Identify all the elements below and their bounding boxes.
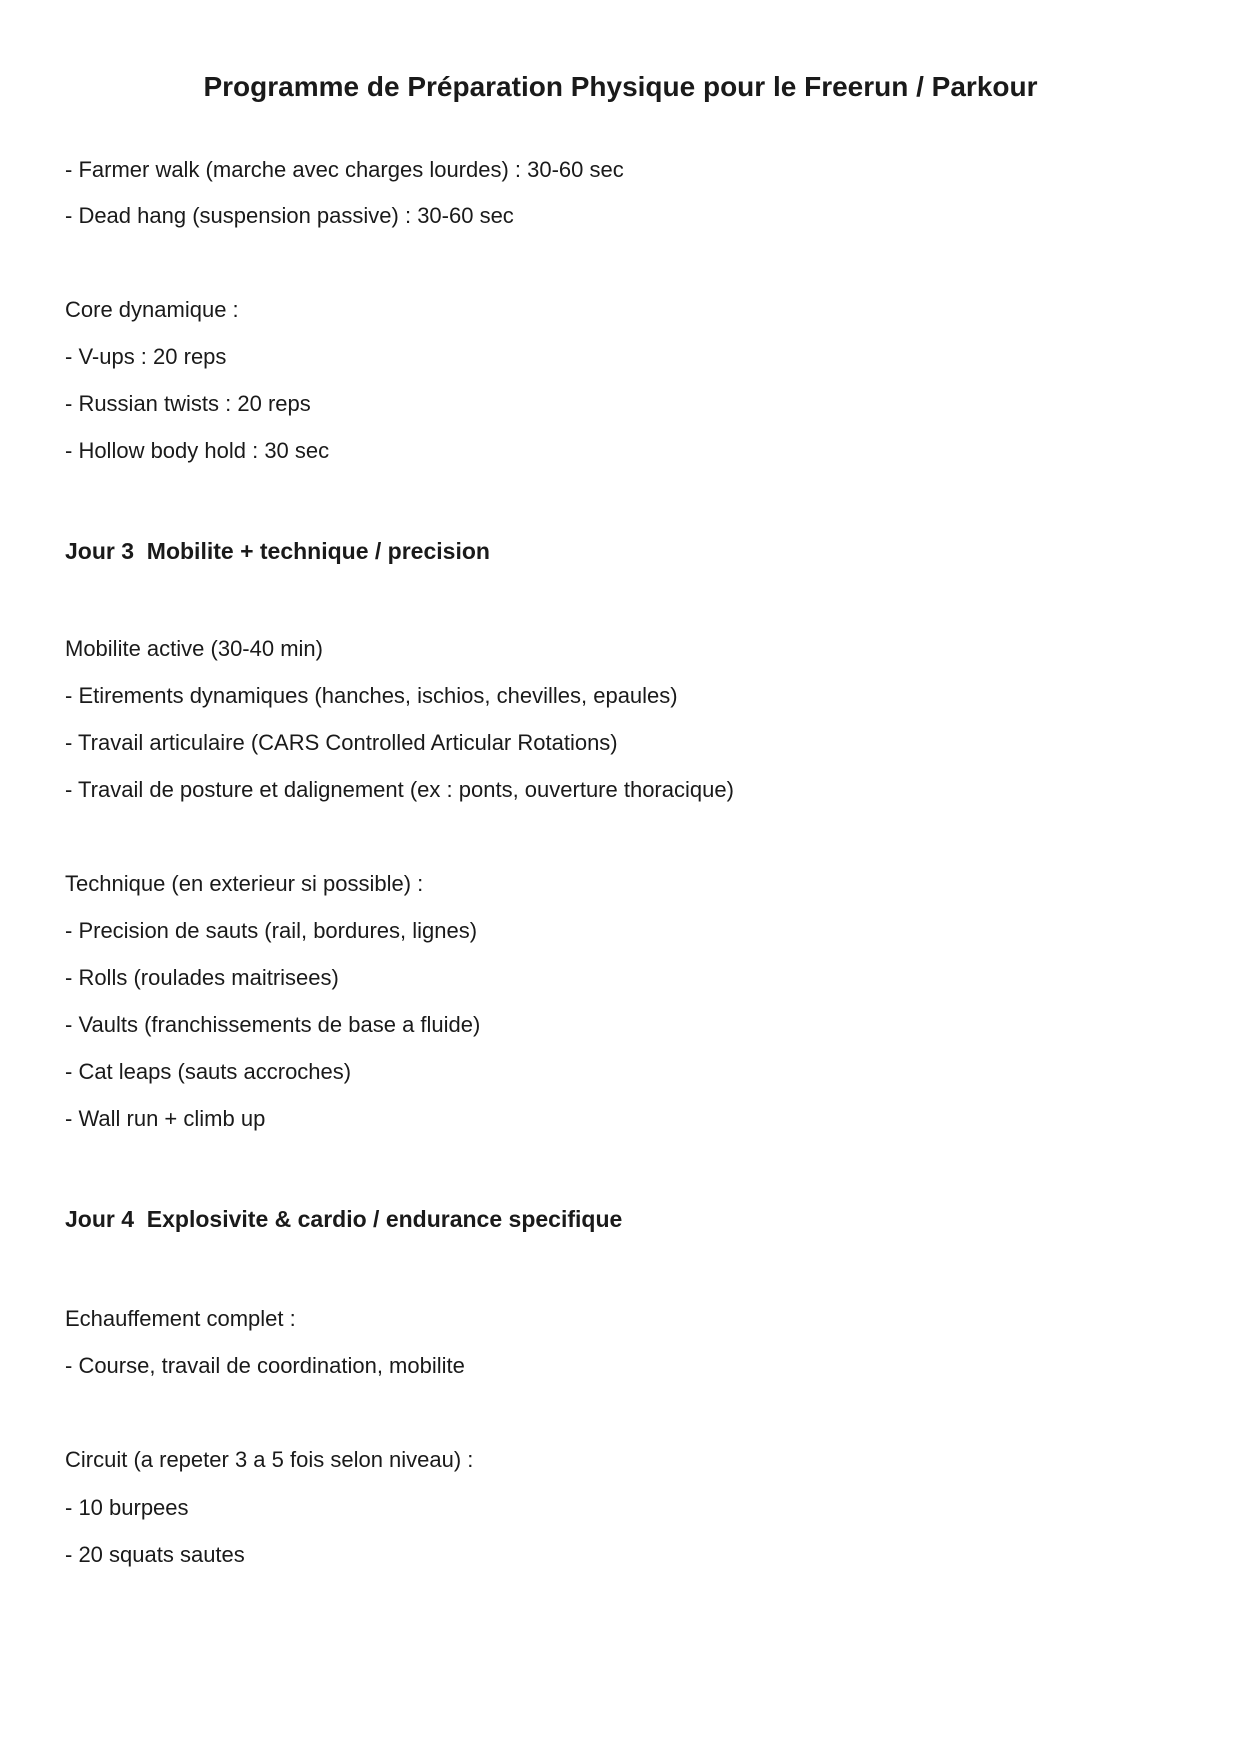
section-label-mobilite: Mobilite active (30-40 min) xyxy=(65,636,323,661)
list-item-rolls: - Rolls (roulades maitrisees) xyxy=(65,965,339,990)
section-heading-jour4: Jour 4 Explosivite & cardio / endurance specifique xyxy=(65,1206,623,1232)
list-item-squats: - 20 squats sautes xyxy=(65,1542,245,1567)
list-item-hollow-body: - Hollow body hold : 30 sec xyxy=(65,438,330,463)
section-heading-jour3: Jour 3 Mobilite + technique / precision xyxy=(65,538,490,564)
list-item-burpees: - 10 burpees xyxy=(65,1495,189,1520)
list-item-dead-hang: - Dead hang (suspension passive) : 30-60 sec xyxy=(65,203,514,228)
list-item-cat-leaps: - Cat leaps (sauts accroches) xyxy=(65,1059,352,1084)
list-item-farmer-walk: - Farmer walk (marche avec charges lourdes) : 30-60 sec xyxy=(65,157,624,182)
section-label-technique: Technique (en exterieur si possible) : xyxy=(65,871,424,896)
list-item-v-ups: - V-ups : 20 reps xyxy=(65,344,227,369)
section-label-echauffement: Echauffement complet : xyxy=(65,1306,296,1331)
section-label-core: Core dynamique : xyxy=(65,297,239,322)
list-item-precision-sauts: - Precision de sauts (rail, bordures, lignes) xyxy=(65,918,478,943)
list-item-course: - Course, travail de coordination, mobilite xyxy=(65,1353,465,1378)
list-item-etirements: - Etirements dynamiques (hanches, ischios, chevilles, epaules) xyxy=(65,683,678,708)
section-label-circuit: Circuit (a repeter 3 a 5 fois selon niveau) : xyxy=(65,1447,474,1472)
list-item-vaults: - Vaults (franchissements de base a fluide) xyxy=(65,1012,481,1037)
list-item-wall-run: - Wall run + climb up xyxy=(65,1106,266,1131)
list-item-travail-posture: - Travail de posture et dalignement (ex : ponts, ouverture thoracique) xyxy=(65,777,734,802)
list-item-russian-twists: - Russian twists : 20 reps xyxy=(65,391,311,416)
list-item-travail-articulaire: - Travail articulaire (CARS Controlled Articular Rotations) xyxy=(65,730,618,755)
page-title: Programme de Préparation Physique pour le Freerun / Parkour xyxy=(203,71,1038,102)
